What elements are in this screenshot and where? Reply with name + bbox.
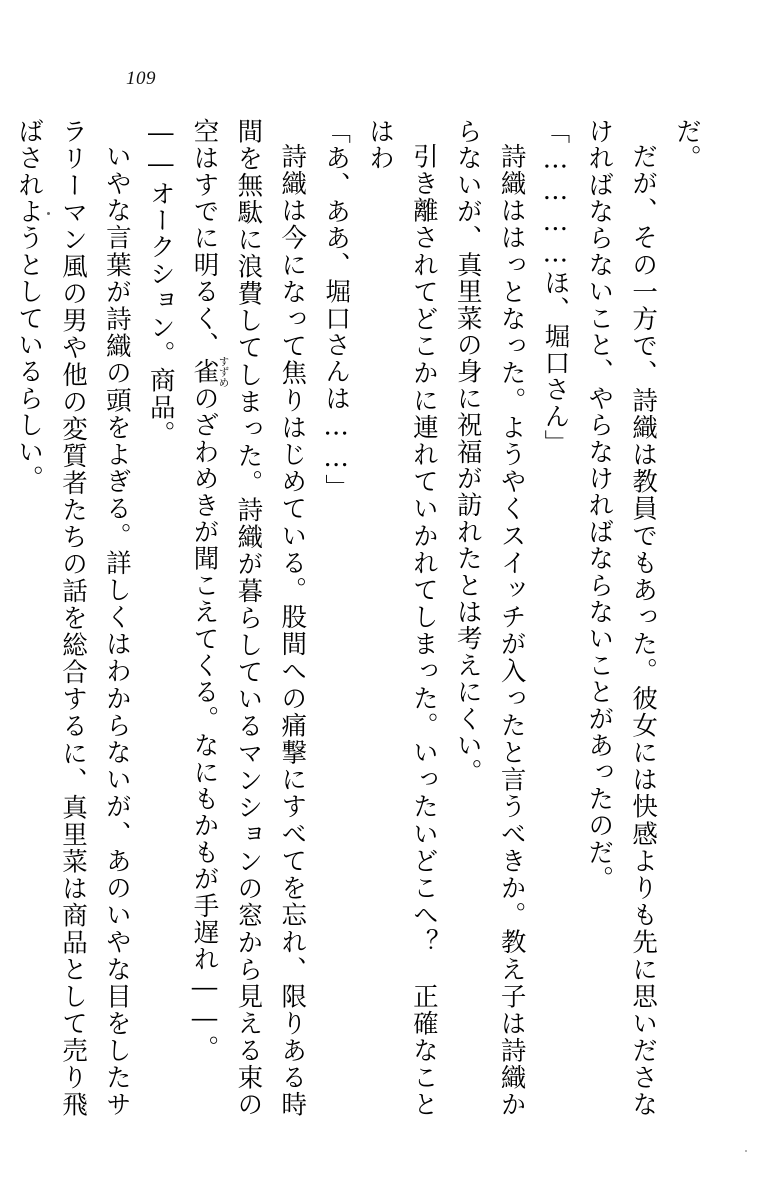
paragraph: ――オークション。商品。 bbox=[145, 118, 176, 448]
dialogue-line: 「…………ほ、堀口さん」 bbox=[540, 118, 571, 457]
paragraph: だ。 bbox=[672, 118, 702, 172]
ruby-annotation: 雀すずめ bbox=[189, 355, 230, 388]
scan-speck bbox=[745, 1150, 747, 1152]
page-number: 109 bbox=[126, 68, 156, 89]
paragraph: いやな言葉が詩織の頭をよぎる。詳しくはわからないが、あのいやな目をしたサラリーマン風の男や他の変質者たちの話を総合するに、真里菜は商品として売り飛ばされようとしているらしい。 bbox=[14, 118, 132, 1118]
dialogue-line bbox=[0, 118, 6, 1118]
body-text bbox=[14, 118, 708, 1118]
paragraph: だが、その一方で、詩織は教員でもあった。彼女には快感よりも先に思いださなければならないこと、やらなければならないことがあったのだ。 bbox=[584, 118, 659, 1118]
dialogue-line: 「あ、ああ、堀口さんは……」 bbox=[321, 118, 352, 501]
paragraph: 詩織は今になって焦りはじめている。股間への痛撃にすべてを忘れ、限りある時間を無駄に浪費してしまった。詩織が暮らしているマンションの窓から見える束の空はすでに明るく、雀すずめのざわめきが聞こえてくる。なにもかもが手遅れ――。 bbox=[189, 118, 308, 1118]
paragraph: 引き離されてどこかに連れていかれてしまった。いったいどこへ？ 正確なことはわ bbox=[364, 118, 439, 1118]
paragraph: 詩織ははっとなった。ようやくスイッチが入ったと言うべきか。教え子は詩織からないが、真里菜の身に祝福が訪れたとは考えにくい。 bbox=[452, 118, 527, 1118]
